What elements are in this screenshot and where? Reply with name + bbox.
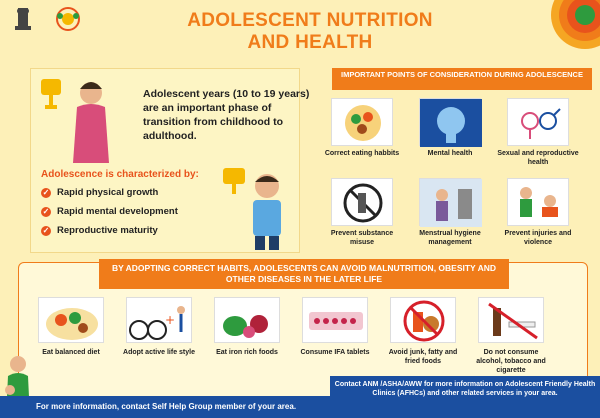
point-item	[496, 178, 580, 247]
check-icon: ✓	[42, 225, 50, 235]
page-title	[170, 10, 450, 54]
substance-misuse-icon	[331, 178, 393, 226]
point-item	[496, 98, 580, 167]
habit-label: Adopt active life style	[123, 349, 195, 356]
habit-item	[33, 297, 109, 357]
girl-trophy-illustration	[37, 73, 133, 165]
no-alcohol-tobacco-icon	[478, 297, 544, 343]
habit-item	[473, 297, 549, 375]
reproductive-health-icon	[507, 98, 569, 146]
injuries-violence-icon	[507, 178, 569, 226]
footer-left-text: For more information, contact Self Help Group member of your area.	[0, 396, 340, 418]
points-panel	[320, 68, 595, 268]
mandala-decoration-icon	[550, 0, 600, 50]
eating-habits-icon	[331, 98, 393, 146]
title-line-1: ADOLESCENT NUTRITION	[187, 10, 433, 31]
no-junk-food-icon	[390, 297, 456, 343]
list-item	[41, 225, 178, 236]
habit-item	[121, 297, 197, 357]
point-label: Prevent substance misuse	[330, 230, 394, 246]
list-item-label: Rapid physical growth	[57, 187, 159, 198]
list-item	[41, 206, 178, 217]
characterized-list	[41, 187, 178, 244]
point-item	[320, 178, 404, 247]
habits-heading: BY ADOPTING CORRECT HABITS, ADOLESCENTS CAN AVOID MALNUTRITION, OBESITY AND OTHER DISEASES IN THE LATER LIFE	[99, 259, 509, 289]
point-label: Correct eating habbits	[324, 150, 400, 157]
habit-item	[385, 297, 461, 366]
habit-item	[297, 297, 373, 357]
footer-right-text: Contact ANM /ASHA/AWW for more information on Adolescent Friendly Health Clinics (AFHCs) and other related services in your area.	[330, 376, 600, 418]
national-emblem-icon	[6, 6, 40, 46]
point-label: Mental health	[427, 150, 473, 157]
check-icon: ✓	[42, 187, 50, 197]
habit-label: Avoid junk, fatty and fried foods	[388, 349, 458, 365]
habit-label: Do not consume alcohol, tobacco and cigarette	[476, 349, 546, 374]
habit-label: Eat iron rich foods	[216, 349, 278, 356]
intro-text: Adolescent years (10 to 19 years) are an important phase of transition from childhood to adulthood.	[143, 88, 310, 142]
points-heading: IMPORTANT POINTS OF CONSIDERATION DURING ADOLESCENCE	[332, 68, 592, 90]
habit-label: Consume IFA tablets	[300, 349, 370, 356]
point-label: Sexual and reproductive health	[497, 150, 579, 166]
list-item-label: Reproductive maturity	[57, 225, 158, 236]
balanced-diet-icon	[38, 297, 104, 343]
list-item-label: Rapid mental development	[57, 206, 178, 217]
svg-text:+: +	[165, 313, 176, 327]
boy-trophy-illustration	[221, 164, 301, 252]
active-lifestyle-icon	[126, 297, 192, 343]
point-label: Menstrual hygiene management	[419, 230, 481, 246]
title-line-2: AND HEALTH	[247, 32, 373, 53]
menstrual-hygiene-icon	[419, 178, 481, 226]
mission-logo-icon	[50, 6, 86, 32]
habit-label: Eat balanced diet	[42, 349, 100, 356]
characterized-panel	[30, 68, 310, 253]
point-item	[320, 98, 404, 158]
list-item	[41, 187, 178, 198]
characterized-heading: Adolescence is characterized by:	[41, 169, 199, 180]
point-label: Prevent injuries and violence	[504, 230, 572, 246]
logos	[6, 6, 86, 46]
point-item	[408, 98, 492, 158]
point-item	[408, 178, 492, 247]
check-icon: ✓	[42, 206, 50, 216]
habit-item	[209, 297, 285, 357]
ifa-tablets-icon	[302, 297, 368, 343]
mental-health-icon	[419, 98, 481, 146]
iron-rich-foods-icon	[214, 297, 280, 343]
